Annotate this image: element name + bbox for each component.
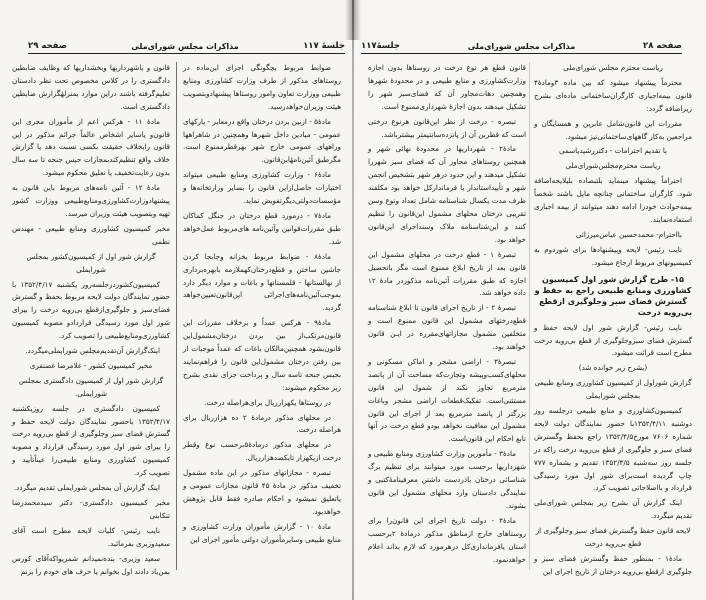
- proposal-2-signature: بااحترام- محمدحسین عباس‌میرزائی: [575, 229, 682, 239]
- report-justice-body: کمیسیون دادگستری در جلسه روزیکشنبه ۱۳۵۲/۴/۱۷ باحضور نمایندگان دولت لایحه حفظ و گسترش فضای سبز وجلوگیری از قطع بی‌رویه درخت را بیرای شور اول مورد رسیدگی قرارداد و مصوبه کمیسیون کشاورزی ومنابع طبیعی‌را عیناًتأیید و تصویب کرد.: [12, 403, 170, 478]
- penalty-villages: در روستاها یکهزارریال برای‌هراصله درخت.: [204, 397, 331, 407]
- note-penalties: تبصره - مجازاتهای مذکور در این ماده مشمول تخفیف مذکور در مادهٔ ۴۵ قانون مجازات عمومی و یاتعلیق نمیشود و احکام صادره فقط قابل پژوهش خواهدبود.: [183, 468, 341, 516]
- report-heading-justice: گزارش شور اول از کمیسیون دادگستری بمجلس شورایملی.: [18, 375, 164, 398]
- report-agriculture-body: کمیسیون‌کشاورزی و منابع طبیعی درجلسه روز دوشنبه ۱۳۵۲/۴/۱۱با حضور نمایندگان دولت لایحه شماره ۷۶۰۶ مورخ۱۳۵۲/۴/۵ راجع بحفظ وگسترش فضای سبز و جلوگیری از قطع بی‌رویه درخت راکه در جلسه روز سه‌شنبه ۱۳۵۲/۴/۵ تقدیم و بشماره ۷۷۷ چاپ گردیده است‌برای شور اول مورد رسیدگی قرارداد و بااصلاحاتی تصویب کرد.: [534, 406, 693, 493]
- article-3: مادهٔ۳ - مأمورین وزارت کشاورزی ومنابع طبیعی و شهرداریها برحسب مورد میتوانند برای تنظیم برگ شناسائی درختان باذردست داشتن معرفینامهٔ‌کتبی و نمایندگی دادستان وارد محلهای مشمول این قانون بشوند.: [368, 449, 526, 510]
- agenda-item-15-heading: ۱۵- طرح گزارش شور اول کمیسیون کشاورزی ومنابع طبیعی راجع به حفظ و گسترش فضای سبز وجلوگیری ازقطع بی‌رویه درخت: [534, 274, 692, 317]
- left-session-number: جلسهٔ ۱۱۷: [303, 41, 345, 51]
- paragraph: قانون و باشهرداریها وبخشداریها که وظایف ضابطین دادگستری را در کلاس مخصوص تحت نظر دادستان تعلیم‌گرفته باشند دراین موارد بمنزلهٔگزارش ضابطین دادگستری است.: [12, 63, 170, 111]
- left-page-left-column: [12, 62, 170, 580]
- rapporteur-interior: مخبر کمیسیون کشور - غلامرضا غضنفری: [29, 360, 153, 370]
- spine-shadow: [345, 0, 361, 40]
- penalty-article-2-areas: در محلهای مذکور درمادهٔ ۲ ده هزارریال برای هراصله درخت.: [183, 412, 341, 435]
- column-divider: [176, 62, 177, 570]
- report-interior-submit: اینک‌گزارش آن‌تقدیم‌مجلس شورایملی‌میگردد.: [25, 346, 160, 356]
- vice-speaker-remark: نایب رئیس- کلیات لایحه مطرح است آقای سعیدوزیری بفرمائید.: [12, 525, 170, 548]
- article-9: مادهٔ۹ - هرکس عمداً و برخلاف مقررات این قانون‌مرتکب‌از بین بردن درختان‌مشمول‌این قانون‌بشود همچنین‌مالکان باغات که عمداً موجبات از بین رفتن درختان مشمول‌این قانون را فراهم‌نمایند بحبس جنحه تاسه سال و پرداخت جزای نقدی بشرح زیر محکوم میشوند:: [183, 318, 341, 392]
- report-heading-interior: گزارش شور اول از کمیسیون‌کشور بمجلس شورایملی: [26, 251, 156, 274]
- article-7: مادهٔ۷ - درمورد قطع درختان در جنگل کماکان طبق مقررات‌قوانین وآئین‌نامه های‌مربوط عمل‌خواهد شد.: [183, 210, 341, 246]
- note-3: تبصرهٔ۳ - اراضی مشجر و اماکن مسکونی و محلهای‌کسب‌وپیشه وتجارت‌که مساحت آن از پانصد مترمربع تجاوز نکند از شمول این قانون مستثنی‌است. تفکیک‌قطعات اراضی مشجر وباغات بزرگتر از پانصد مترمربع بعد از اجرای این قانون مشمول این معافیت نخواهد بودو قطع درخت در آنها تابع احکام این قانون‌است.: [368, 356, 526, 444]
- article-11: مادهٔ ۱۱ - هرکس اعم از مأموران مجری این قانون‌و یاسایر اشخاص عالماً جرائم مذکور در این قانون رابخلاف حقیقت بکسی نسبت دهد یا گزارش خلاف واقع تنظیم‌کندبمجازات حبس جنحه تا سه سال بدون رعایت‌تخفیف یا تعلیق محکوم میشود.: [12, 116, 170, 178]
- vice-speaker-announcement: نایب رئیس- گزارش شور اول لایحه حفظ و گسترش فضای سبزوجلوگیری از قطع بی‌رویه درخت مطرح است قرائت میشود.: [534, 322, 692, 358]
- article-1: مادهٔ۱ - بمنظور حفظ وگسترش فضای سبز و جلوگیری ازقطع بی‌رویه درختان از تاریخ اجرای این: [534, 554, 692, 576]
- penalty-article-5-areas: در محلهای مذکور درمادهٔ۵برحسب نوع وقطر درخت ازیکهزار تایکصدهزارریال.: [183, 440, 341, 463]
- proposal-2: احتراماً پیشنهاد مینماید بلتبصاده بلیلایحه‌اضافه شود. کارگران ساختمانی چنانچه مایل باشند شخصاً بیمه‌حوادث خودرا ادامه دهند میتوانند از بیمه اجباری استفاده‌نمایند.: [534, 176, 692, 224]
- proposal-1-signature: با تقدیم احترامات - دکتررشیدیاسمی: [558, 146, 668, 156]
- article-2: مادهٔ۲ - شهرداریها در محدودهٔ نهائی شهر و همچنین روستاهای مجاور آن که فضای سبز شهررا تشکیل میدهند و این حدود درهر شهر بتشخیص انجمن شهر و تأییداستاندار یا فرماندارکل خواهد بود مکلفند ظرف مدت یکسال شناسنامه شامل تعداد ونوع وسن تقریبی درختان محلهای مشمول این‌قانون را تنظیم کنند و این‌شناسنامه ملاک وسندا‌جرای این‌قانون خواهد بود.: [368, 144, 526, 244]
- article-12: مادهٔ ۱۲ - آئین نامه‌های مربوط باین قانون به پیشنهادوزارت‌کشاورزی‌ومنابع‌طبیعی ووزارت کشور تهیه وبتصویب هیئت وزیران میرسد.: [12, 183, 170, 218]
- paragraph: ضوابط مربوط بچگونگی اجرای این‌ماده در روستاهای مذکور از طرف وزارت کشاورزی ومنابع طبیعی ووزارت تعاون وامور روستاها پیشنهادوبتصویب هیئت وزیران‌خواهدرسید.: [183, 63, 341, 111]
- right-page: [353, 0, 706, 600]
- right-page-right-column: [534, 62, 692, 580]
- left-page-number: صفحه ۲۹: [28, 41, 67, 51]
- article-10: مادهٔ ۱۰ - گزارش مأموران وزارت کشاورزی و منابع طبیعی وسایرمأموران دولتی مأمور اجرای این: [183, 521, 341, 544]
- bill-title: لایحه قانون حفظ وگسترش فضای سبز وجلوگیری از قطع بی‌رویه درخت: [535, 526, 691, 549]
- report-justice-submit: اینک گزارش آن بمجلس شورایملی تقدیم میگردد.: [13, 483, 160, 493]
- proposal-1-text: مقررات این قانون‌شامل عابرین و همسایگان و مراجعین به‌کار گاههای‌ساختمانی‌نیز میشود.: [534, 118, 692, 141]
- report-heading-agriculture: گزارش شوراول از کمیسیون کشاورزی ومنابع طبیعی بمجلس شورایملی: [534, 378, 692, 401]
- note-2: تبصرهٔ ۲ - از تاریخ اجرای قانون تا ابلاغ شناسنامه قطع‌درختهای مشمول این قانون ممنوع است و متخلفین مشمول مجازاتهای‌مقرره در ایـن قانون خواهند بود.: [368, 303, 526, 352]
- right-page-header: [361, 38, 682, 54]
- left-page-header: [28, 38, 345, 54]
- article-6: مادهٔ۶ - وزارت کشاورزی ومنابع طبیعی میتواند اختیارات حاصل‌ازاین قانون را بسایر وزارتخانه‌ها و مؤسسات‌دولتی‌دیگرتفویض نماید.: [183, 170, 341, 206]
- article-4: مادهٔ۴ - دولت تاریخ اجرای این قانون‌را برای روستاهای خارج ازمناطق مذکور درمادهٔ ۲برحسب استان یافرمانداری‌کل درهرمورد که لازم بداند اعلام خواهدنمود.: [368, 515, 526, 564]
- rapporteur-agriculture: مخبر کمیسیون کشاورزی ومنابع طبیعی - مهندس نظمی: [12, 223, 170, 246]
- left-page-title: مذاکرات مجلس شورای‌ملی: [131, 42, 239, 51]
- read-note: (بشرح زیر خوانده شد): [578, 363, 648, 373]
- salutation: ریاست محترم‌مجلس‌شورای‌ملی: [565, 161, 661, 171]
- right-page-left-column: [368, 62, 526, 580]
- speaker-vaziri: سعید وزیری- بنده‌نمیدانم شمریواکه‌آقای کورس بمن‌یاد دادند اول بخوانم یا حرف های خودم را بزنم: [12, 553, 170, 576]
- note-1: تبصرهٔ ۱ - قطع درخت در محلهای مشمول این قانون بعد از تاریخ ابلاغ ممنوع است مگر باتحصیل اجازه که طبق مقررات آئین‌نامه مذکوردر مادهٔ ۱۲ داده خواهد شد.: [368, 249, 526, 298]
- report-interior-body: کمیسیون‌کشوردرجلسه‌روز یکشنبه ۱۳۵۲/۴/۱۷ با حضور نمایندگان دولت لایحه مربوط بحفظ و گسترش فضای‌سبز و جلوگیری‌ازقطع بی‌رویه درخت را بیرای شور اول مورد رسیدگی قراردادو مصوبه کمیسیون کشاورزی‌ومنابع‌طبیعی را تصویب کرد.: [12, 279, 170, 341]
- note-tree-definition: تبصره - درخت از نظر این‌قانون هرنوع درختی است که قطربن آن از پانزده‌سانتیمتر بیشترباشد.: [368, 116, 526, 139]
- rapporteur-justice: مخبر کمیسیون دادگستری- دکتر سیدمحمدرضا تنکابنی: [12, 498, 170, 520]
- right-session-number: جلسهٔ۱۱۷: [361, 41, 400, 51]
- vice-speaker-referral: نایب رئیس- لایحه وپیشنهادها برای شوردوم به کمیسیونهای مربوط ارجاع میشود.: [534, 244, 692, 267]
- report-agriculture-submit: اینک گزارش آن بشرح زیر بمجلس شورای‌ملی تقدیم میگردد.: [534, 498, 692, 521]
- book-spine: [352, 0, 354, 600]
- proposal-1: محترماً پیشنهاد میشود که بین ماده ۳ومادهٔ۴ قانون بیمه‌اجباری کارگران‌ساختمانی ماده‌ای بشرح زیراضافه گردد:: [534, 77, 692, 113]
- column-divider: [529, 62, 530, 570]
- right-page-title: مذاکرات مجلس شورای‌ملی: [467, 42, 576, 51]
- article-8: مادهٔ۸ - ضوابط مربوط بخزانه وجابجا کردن جاشین ساختن و قطع‌درختان‌کهملازمه بابهره‌برداری از نهالستانها - قلمستانها و باغات و موارد دیگر دارد بموجب‌آئین‌نامه‌های‌اجرائی این‌قانون‌تعیین‌خواهد گردید.: [183, 251, 341, 313]
- left-page-right-column: [183, 62, 341, 580]
- article-1-cont: قانون قطع هر نوع درخت در روستاها بدون اجازه وزارت‌کشاورزی و منابع طبیعی و در محدودهٔ شهرها وهمچنین دهات‌مجاور آن که فضای‌سبز شهر را تشکیل میدهند بدون اجازهٔ شهرداری‌ممنوع است.: [368, 63, 526, 111]
- article-5: مادهٔ۵ - ازبین بردن درختان واقع درمعابر - پارکهای عمومی - میادین داخل شهرها وهمچنین در شاهراهها وراههای عمومی خارج شهر بهرقطرممنوع است. مگرطبق آئین‌نامهٔاین‌قانون.: [183, 116, 341, 165]
- right-page-number: صفحه ۲۸: [643, 41, 682, 51]
- salutation: ریاست محترم مجلس شورای‌ملی: [563, 63, 663, 72]
